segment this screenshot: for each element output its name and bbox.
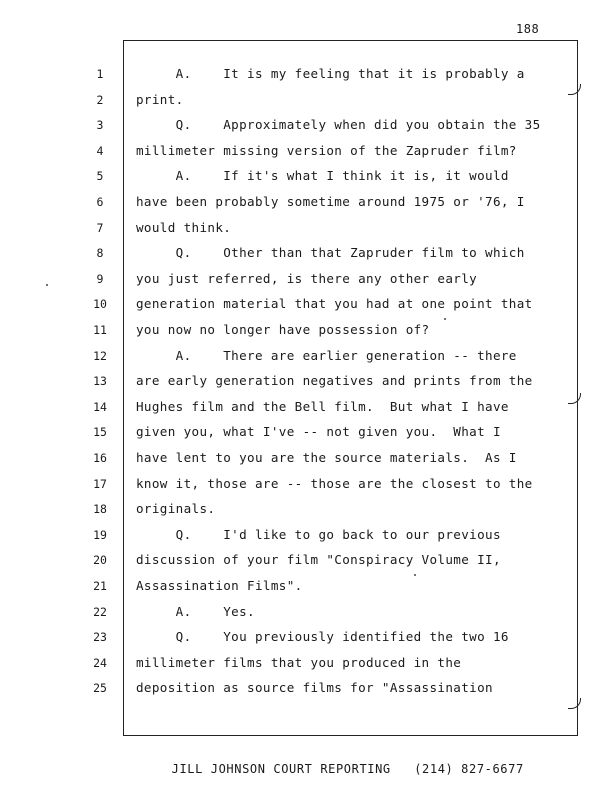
line-number: 11 bbox=[93, 323, 107, 337]
transcript-line: Q. Other than that Zapruder film to which bbox=[136, 245, 525, 261]
transcript-line: originals. bbox=[136, 501, 216, 517]
margin-speck bbox=[46, 284, 48, 286]
transcript-line: Q. You previously identified the two 16 bbox=[136, 629, 509, 645]
transcript-line: millimeter films that you produced in the bbox=[136, 654, 462, 670]
binder-curl-middle bbox=[568, 393, 581, 404]
transcript-line: A. If it's what I think it is, it would bbox=[136, 168, 509, 184]
line-number: 6 bbox=[96, 195, 104, 209]
transcript-line: A. There are earlier generation -- there bbox=[136, 347, 517, 363]
transcript-line: deposition as source films for "Assassination bbox=[136, 680, 493, 696]
transcript-line: Q. Approximately when did you obtain the 35 bbox=[136, 117, 541, 133]
transcript-line: Hughes film and the Bell film. But what I have bbox=[136, 398, 509, 414]
transcript-line: have been probably sometime around 1975 or '76, I bbox=[136, 194, 525, 209]
text-speck bbox=[444, 318, 446, 320]
line-number: 14 bbox=[93, 399, 107, 414]
line-number: 8 bbox=[96, 246, 104, 261]
line-number: 19 bbox=[93, 527, 107, 542]
transcript-line: generation material that you had at one point that bbox=[136, 296, 533, 312]
line-number: 2 bbox=[96, 92, 104, 107]
transcript-line: Q. I'd like to go back to our previous bbox=[136, 526, 501, 542]
transcript-line: millimeter missing version of the Zapruder film? bbox=[136, 142, 517, 158]
line-number: 22 bbox=[93, 604, 107, 619]
line-number: 5 bbox=[96, 169, 104, 184]
transcript-line: given you, what I've -- not given you. What I bbox=[136, 424, 501, 440]
transcript-line: A. It is my feeling that it is probably a bbox=[136, 66, 525, 81]
transcript-line: would think. bbox=[136, 219, 232, 235]
transcript-line: you now no longer have possession of? bbox=[136, 322, 430, 337]
line-number: 10 bbox=[93, 297, 107, 312]
transcript-line: A. Yes. bbox=[136, 603, 255, 619]
text-speck-lower bbox=[414, 574, 416, 576]
line-number: 12 bbox=[93, 348, 107, 363]
page-number: 188 bbox=[516, 22, 540, 36]
line-number: 20 bbox=[93, 553, 107, 568]
line-number: 17 bbox=[93, 476, 107, 491]
line-number: 1 bbox=[96, 67, 104, 81]
footer-phone: (214) 827-6677 bbox=[414, 762, 524, 776]
transcript-line: know it, those are -- those are the closest to the bbox=[136, 475, 533, 491]
binder-curl-bottom bbox=[568, 698, 581, 709]
line-number: 25 bbox=[93, 681, 107, 696]
transcript-line: you just referred, is there any other early bbox=[136, 270, 478, 286]
line-number: 18 bbox=[93, 502, 107, 517]
line-number: 15 bbox=[93, 425, 107, 440]
line-number: 21 bbox=[93, 579, 107, 593]
line-number: 24 bbox=[93, 655, 107, 670]
line-number: 4 bbox=[96, 143, 104, 158]
binder-curl-top bbox=[568, 84, 581, 95]
line-number: 16 bbox=[93, 451, 107, 465]
transcript-line: print. bbox=[136, 91, 184, 107]
transcript-line: have lent to you are the source materials. As I bbox=[136, 450, 517, 465]
line-number: 13 bbox=[93, 374, 107, 389]
footer bbox=[156, 748, 524, 776]
footer-reporter: JILL JOHNSON COURT REPORTING bbox=[171, 762, 391, 776]
line-number: 3 bbox=[96, 118, 104, 133]
transcript-line: Assassination Films". bbox=[136, 578, 303, 593]
line-number: 7 bbox=[96, 220, 104, 235]
line-number: 23 bbox=[93, 630, 107, 645]
transcript-line: are early generation negatives and prints from the bbox=[136, 373, 533, 389]
line-number: 9 bbox=[96, 271, 104, 286]
transcript-line: discussion of your film "Conspiracy Volume II, bbox=[136, 552, 501, 568]
